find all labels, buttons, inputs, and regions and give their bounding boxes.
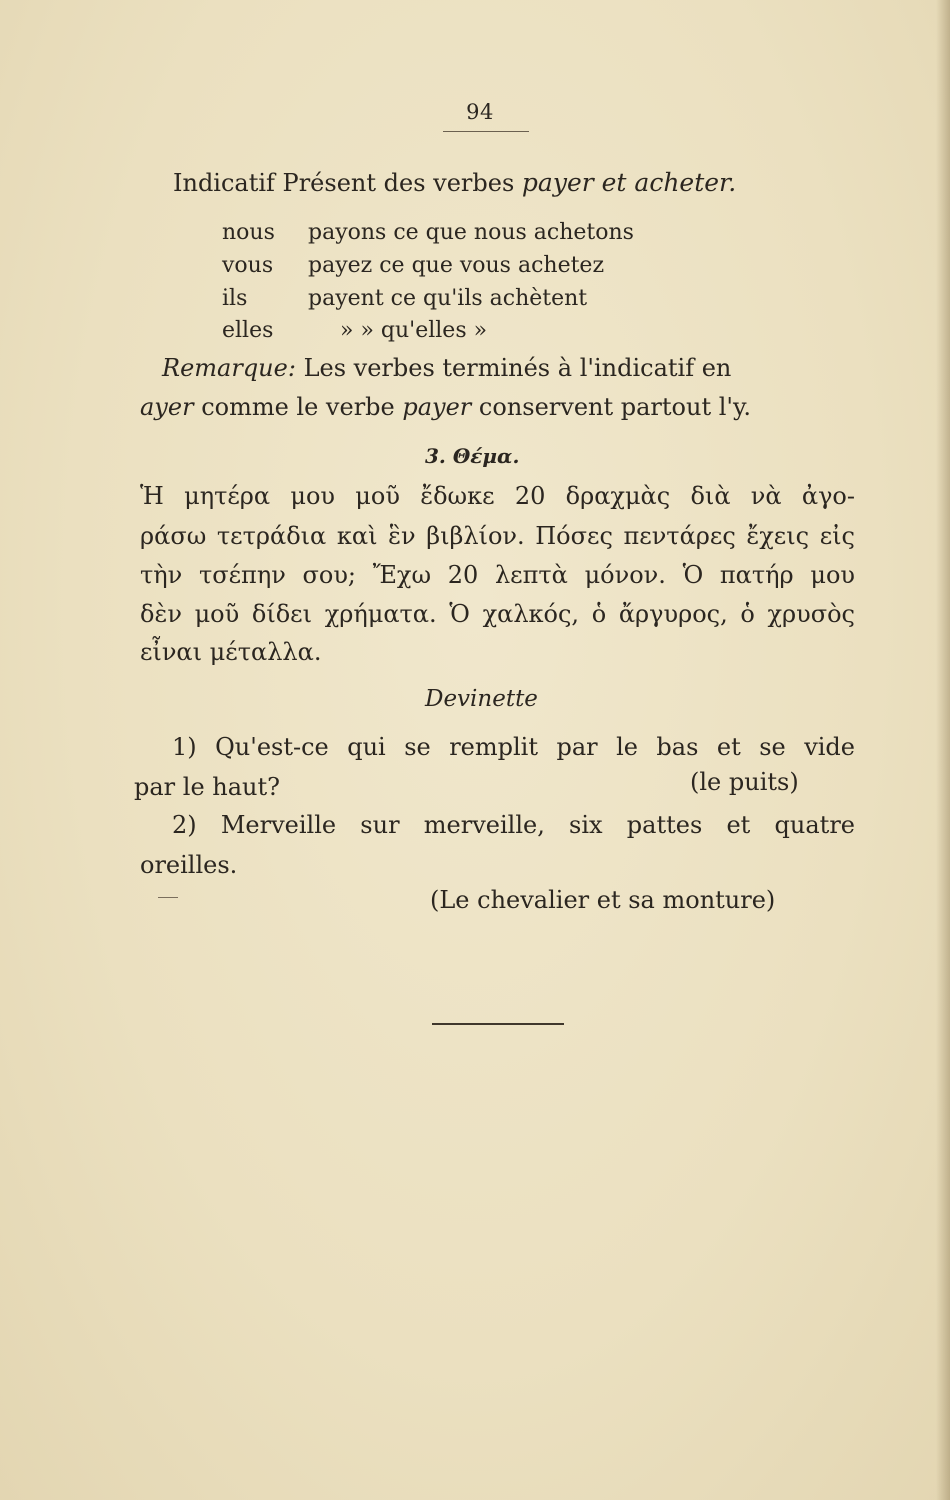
pronoun: nous [222, 220, 275, 245]
conjugation-row [222, 220, 634, 245]
heading-text: Indicatif Présent des verbes [173, 169, 515, 197]
section-heading [173, 168, 736, 197]
margin-dash [158, 897, 178, 898]
remark-ending: ayer [140, 393, 194, 421]
conjugation-row [222, 253, 604, 278]
conjugation-text: payez ce que vous achetez [308, 253, 605, 278]
remark-verb: payer [402, 393, 472, 421]
page-number-rule [443, 131, 529, 132]
pronoun: vous [222, 253, 274, 278]
page-number: 94 [466, 100, 494, 124]
riddle-1-line-2: par le haut? [134, 773, 281, 801]
remark-line-2 [140, 393, 751, 421]
remark-label: Remarque: [162, 354, 296, 382]
riddle-1-line-1: 1) Qu'est-ce qui se remplit par le bas et se vide [172, 733, 855, 761]
heading-italic: payer et acheter. [521, 168, 737, 197]
end-rule [432, 1023, 564, 1025]
conjugation-text: payent ce qu'ils achètent [308, 286, 588, 311]
riddle-2-line-1: 2) Merveille sur merveille, six pattes et quatre [172, 811, 855, 839]
conjugation-text: » » qu'elles » [340, 318, 488, 343]
greek-line: εἶναι μέταλλα. [140, 638, 322, 666]
riddle-2-line-2: oreilles. [140, 851, 238, 879]
answer-2: (Le chevalier et sa monture) [430, 886, 776, 914]
pronoun: ils [222, 286, 248, 311]
answer-1: (le puits) [690, 768, 799, 796]
pronoun: elles [222, 318, 274, 343]
conjugation-text: payons ce que nous achetons [308, 220, 634, 245]
devinette-title: Devinette [425, 686, 538, 712]
theme-title: 3. Θέμα. [425, 444, 520, 468]
greek-line: τὴν τσέπην σου; Ἔχω 20 λεπτὰ μόνον. Ὁ πατήρ μου [140, 561, 855, 589]
greek-line: ράσω τετράδια καὶ ἓν βιβλίον. Πόσες πεντάρες ἔχεις εἰς [140, 522, 855, 550]
remark-line-1 [162, 354, 847, 382]
remark-text: comme le verbe [201, 393, 395, 421]
greek-line: δὲν μοῦ δίδει χρήματα. Ὁ χαλκός, ὁ ἄργυρος, ὁ χρυσὸς [140, 600, 855, 628]
page-edge-shadow [936, 0, 950, 1500]
conjugation-row [222, 318, 487, 343]
conjugation-row [222, 286, 587, 311]
greek-line: Ἡ μητέρα μου μοῦ ἔδωκε 20 δραχμὰς διὰ νὰ ἀγο- [140, 482, 855, 510]
remark-text: Les verbes terminés à l'indicatif en [303, 354, 732, 382]
remark-text: conservent partout l'y. [478, 393, 751, 421]
